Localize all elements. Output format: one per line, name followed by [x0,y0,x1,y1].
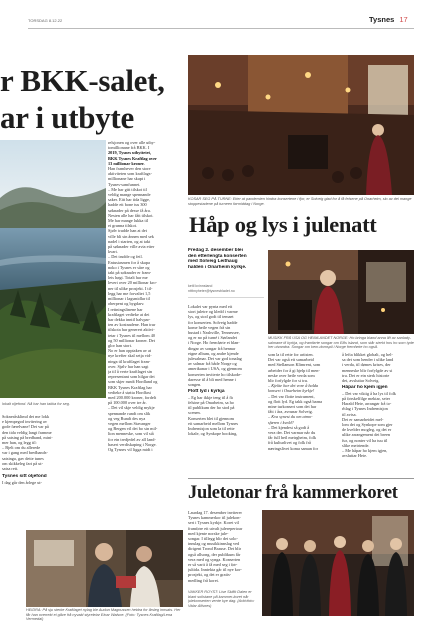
text-line: lom dei og Synkope som gjer [342,422,393,428]
text-line: er så varit å få med seg i før- [188,562,238,568]
text-line: til avisa. [342,411,357,417]
section-name [369,15,408,24]
text-line: songen. [188,382,202,388]
header-rule [28,28,414,29]
text-line: – Det kjendest så godt å [268,424,310,430]
text-line: ulike arrangement dei breen [342,432,391,438]
text-line: Me har mange lukka til [108,218,149,224]
article2-photo2-caption: MUSIKK FRÅ USA OG HEIMLANDET NORGE: Ho bringa bland anna lift av sanlady-salmane til kyrkja, og framførte songar om Ellis island, som står sterkt hos ho som tyde her utvandra. Songar om kem-domspil i Norge fremførte ho også. [268,336,414,350]
article1-mid-column [108,140,186,527]
text-line: neske over heile verda som [268,372,315,378]
article2-singer-photo [268,250,414,334]
text-line: for ein tredjedel av all land- [108,436,156,442]
text-line: lokale, og Synkope booking, [188,431,238,437]
text-line: nye krefter skal setja vid- [108,353,152,359]
text-line: Tysnes kammerkor til julekon- [188,515,241,521]
text-line: næringslivet koma saman for [268,445,319,451]
text-line: kraftlaget vedteke at dei [108,311,150,317]
text-line: – Det vil skje veldig mykje [108,405,155,411]
byline-rule [188,297,264,298]
text-line: ville bli sin ånnen med sek [108,233,154,239]
text-line: Nesten alle har fått tilskot. [108,212,154,218]
text-line: amerikanar i USA, og gjennom [188,366,242,372]
text-line: med Stellanson Klimrent, som [268,362,321,368]
text-line: BKK Tysnes Kraftlag har [108,384,152,390]
article2-col2 [268,352,340,476]
text-line: Det er samarbeidet mel- [342,416,384,422]
text-line: søknader på desse få åra. [108,207,151,213]
text-line: eigne album, og andre kjende [188,350,239,356]
text-line: prosjekt, og det er gratis- [188,572,232,578]
text-line: leis høgt. Totalt har me [108,275,148,281]
text-line: tomillionane frå BKK. I [108,145,150,151]
text-line: satsa rett. [2,466,19,472]
text-line: den tida veldig langt framme [2,429,52,435]
text-line: Indremisjon som la til rette [188,426,235,432]
article-divider [188,478,414,479]
text-line: rhlag i Tysnes Indremisjon [342,406,388,412]
text-line: fur, og nonter vil ha tuu til [342,437,388,443]
text-line: representant som hilgar det [108,374,155,380]
article1-bottom-caption: HEIDRA: På sju sterke Kraftlaget nylag ble Audun Magnussen heidra for årsleg innsats. Her får han overrekt ei gåve frå nyvald styreleiar Einar Walsne. (Foto: Tysnes Kraftlag/Lena Vermedal) [26,608,181,622]
text-line: – Eg har ikkje teng til å fà [188,394,233,400]
text-line: eit samarbeid mellom Tysnes [188,420,239,426]
text-line: slike meirtende. [342,442,370,448]
text-line: ja til å verte kraftlaget sin [108,368,153,374]
text-line: 2019, Tysnes utbyttetet, [108,150,152,156]
article1-headline-line2: ar i utbyte [0,100,134,135]
text-line: har dekka inntil halvpar- [108,316,151,322]
text-line: glor han stort. [108,342,132,348]
text-line: No er han opptaken av at [108,348,152,354]
text-line: fått i åra, avrunar Solveig. [268,409,313,415]
text-line: – Bjelt om du allerede [2,445,41,451]
text-line: dingar av songar frå hennar [188,345,236,351]
text-line: for konserten. Solveig hadde [188,319,238,325]
text-line: gode færelvane! Det var på [2,424,49,430]
text-line: julesalmar. Det var god tonalag [188,356,242,362]
text-line: – Kjekte har det vore å halda [268,383,319,389]
article2-concert-photo [188,55,414,195]
article3-headline: Juletonar frå kammerkoret [188,483,398,503]
text-line: avsluttar Heie. [342,453,368,459]
text-line: vera med og synga. Konserten [188,556,241,562]
section-label: Tysnes [369,15,395,24]
text-line: veldig mange spennande [108,192,151,198]
text-line: BKK Tysnes Kraftlag over [108,155,157,161]
text-line: på 100.000 over tre år. [108,400,147,406]
text-line: og 50 millionar kroner. Det [108,337,155,343]
text-line: – Kva synest du om atmo- [268,414,313,420]
text-line: ten av kostnadene. Han trur [108,322,156,328]
byline-name: ketil kvinnsland [188,284,213,288]
text-line: e kjempegod invitering av [2,419,47,425]
text-line: framføre eit utvalt julerepertoar [188,525,243,531]
text-line: jultida. Inntekta går til nye kor- [188,567,242,573]
article1-photo-caption: lokalt oljefond. Nå har han takka for seg. [2,402,70,406]
article2-top-caption: KOSAR SEG PÅ TURNE: Etter at pandemien hindra konsertene i fjor, er Solveig glad for å få felsene på Onarheim, slo av dei mange stoppestadene på turneen førmiddag i Norge. [188,197,412,206]
text-line: vegen mellom Stavanger [108,420,151,426]
text-line: og veg Rundt des nya [108,415,146,421]
text-line: sa det som hender i ulike land [342,357,394,363]
text-line: får full heil meirgheim, folk [268,435,317,441]
text-line: Og Tysnes vil ligga midt i [108,446,153,452]
text-line: millionane har skapt i [108,176,146,182]
text-line: med 200.000 kroner, fordelt [108,394,157,400]
byline-email: nttbnyheter@tysnesbladet.no [188,289,235,293]
issue-date: TORSDAG 8.12.22 [28,18,63,23]
text-line: i Norge. Ho fremførte et blan- [188,340,240,346]
text-line: kome heile vegen frå sin [188,324,231,330]
text-line: Det var også eit samarbeid [268,357,314,363]
text-line: scenen. [188,410,201,416]
text-line: Sjølv trudde han at det [108,228,147,234]
text-line: om skikkeleg fart på ut- [2,460,44,466]
text-line: sfæren i kveld? [268,419,294,425]
text-line: bustad i Nashville, Tennessee, [188,330,240,336]
intro-line: med Solveig Leithaug [188,259,238,265]
text-line: oberpent og bygdarv. [108,301,145,307]
text-line: – Det trudde og feil. [108,254,143,260]
text-line: songar. I tillegg blir det solo- [188,536,238,542]
article2-headline: Håp og lys i julenatt [189,212,377,237]
text-line: konserten inviterte ho tilskode- [188,371,242,377]
text-line: I rettningslinene har [108,306,143,312]
text-line: på søknader ville avta etter [108,244,155,250]
text-line: som la til rette for artisten. [268,352,314,357]
text-line: arbeider for å gi hjelp til men- [268,367,320,373]
article2-subhead2: Håpar ho kjem igjen [342,385,388,391]
text-line: Laurdag 17. desember inviterer [188,510,242,515]
text-line: lys, og stod godt til temaet [188,314,234,320]
text-line: legg har me forvaltet 1,5 [108,290,151,296]
text-line: frå kulturlivet og folk frå [268,440,311,446]
text-line: Tysnes-samfunnet. [108,181,141,187]
text-line: – Det var viktig å ha lys til folk [342,390,396,396]
text-line: medling frå koret. [188,577,219,583]
text-line: vedteke å støtta Hordfast [108,389,151,395]
article2-col1 [188,304,266,476]
text-line: – Me har gitt tilskot til [108,186,147,192]
text-line: over. Sjølv har han sagt [108,363,149,369]
text-line: satsinga, gav dette tunes [2,455,44,461]
text-line: Harald Heie, arrangør frå to- [342,401,392,407]
article1-left-column [2,414,105,506]
text-line: stort juletre og kledd i varme [188,309,238,315]
text-line: konsert i Onarheim kyrkje! [268,388,315,394]
text-line: ner til ulike prosjekt. I til- [108,285,153,291]
article3-col1 [188,510,258,586]
text-line: felsine på Onarheim, sa ho [188,400,234,406]
text-line: Han framhever den store [108,166,151,172]
text-line: av salmar frå både Norge og [188,361,237,367]
text-line: i verda, til dømes krises, der [342,362,391,368]
text-line: I dag går den årlege ut- [2,479,42,485]
text-line: millionar i lagsmidlar til [108,296,150,302]
article3-choir-photo [262,510,414,616]
text-line: – Me håpar ho kjem igjen, [342,448,388,454]
text-line: relsjonen og over alle utby- [108,140,156,145]
text-line: med kjente norske jule- [188,530,229,536]
text-line: dirigent Trond Brause. Det blir [188,546,242,552]
text-line: vera der. Det varmar når du [268,430,316,436]
text-line: som skjer rundt Hordland og [108,379,158,385]
article2-intro [188,248,266,272]
text-line: å lefta blikket globalt, og hel- [342,352,393,357]
intro-line: Fredag 2. desember blei [188,248,243,253]
text-line: tetar i Tysnes til mellom 40 [108,332,155,338]
text-line: 13 millionar kroner. [108,160,145,166]
text-line: Konserten blei til gjennom [188,415,234,421]
text-line: takt på søknader er fram- [108,270,152,276]
article1-award-photo [26,530,183,607]
text-line: saker. Eitt har tida ligge, [108,197,151,203]
text-line: og flott lyd. Eg takk også barna [268,398,323,404]
text-line: Sokneråsklimd det me lokk [2,414,50,419]
text-line: Lokalet var pynta med eit [188,304,233,309]
article1-headline-line1: r BKK-salet, [0,63,165,98]
text-line: det, avsluttar Solveig. [342,378,380,384]
text-line: Entusiasmen for å skapa [108,259,150,265]
text-line: blir forfylgde for si tru. [268,378,308,384]
text-line: noko i Tysnes er såre og [108,264,150,270]
text-line: nadel i starten, og at takt [108,238,151,244]
text-line: lion menneske, som vil stå [108,431,154,437]
text-line: daresse til å bli med henne i [188,376,236,382]
text-line: ninga til kraftlaget fram- [108,358,151,364]
text-line: tilskota har generert aktivi- [108,327,155,333]
text-line: kvart. [108,249,118,255]
text-line: tru. Det er ein sterk historie [342,372,390,378]
text-line: spennande rundt om slik [108,410,151,416]
article2-subhead: Flott lyd i kyrkja [188,389,225,395]
text-line: mine turkonsert som det har [268,404,317,410]
text-line: og er no på turné i Sørlandet [188,335,237,341]
text-line: de kvelder mogleg, og det er [342,427,392,433]
text-line: på førskelfilge mektar, seier [342,396,391,402]
text-line: på satsing på bredband, mini- [2,434,53,440]
text-line: hadde eit bone tus 300 [108,202,147,208]
text-line: – Det var flotte instrument, [268,393,315,399]
intro-line: halden i Onarheim kyrkje. [188,264,247,270]
text-line: menneske blir forfylgde av si [342,367,393,373]
text-line: levert over 20 millionar kro- [108,280,157,286]
text-line: var i gang med bredbands- [2,450,48,456]
text-line: og Bergen vil det bo sin mil- [108,426,158,432]
intro-line: den etterlengta konserten [188,253,247,259]
article3-caption: VAKKER ROYST: Lise Skifik Dalen er blant solistane på kammer-koret når julekonserten vente kye dag. (Arkivfoto: Vidar Alfsnes) [188,590,255,608]
text-line: til publikum der ho stod på [188,405,235,411]
article2-col3 [342,352,415,476]
article1-subhead: Tysnes sitt oljefond [2,474,47,480]
text-line: ei grunna tilskot. [108,223,137,229]
text-line: også allsong, der publikum får [188,551,241,557]
text-line: mer han, og legg til: [2,440,37,446]
text-line: sert i Tysnes kyrkje. Koret vil [188,520,239,526]
article1-landscape-photo [0,140,106,398]
text-line: basert verdiskaping i Norge. [108,441,157,447]
text-line: aktiviteten som kraftlags- [108,171,152,177]
text-line: innslag og musikkinnslag ved [188,541,240,547]
page-number: 17 [399,15,408,24]
